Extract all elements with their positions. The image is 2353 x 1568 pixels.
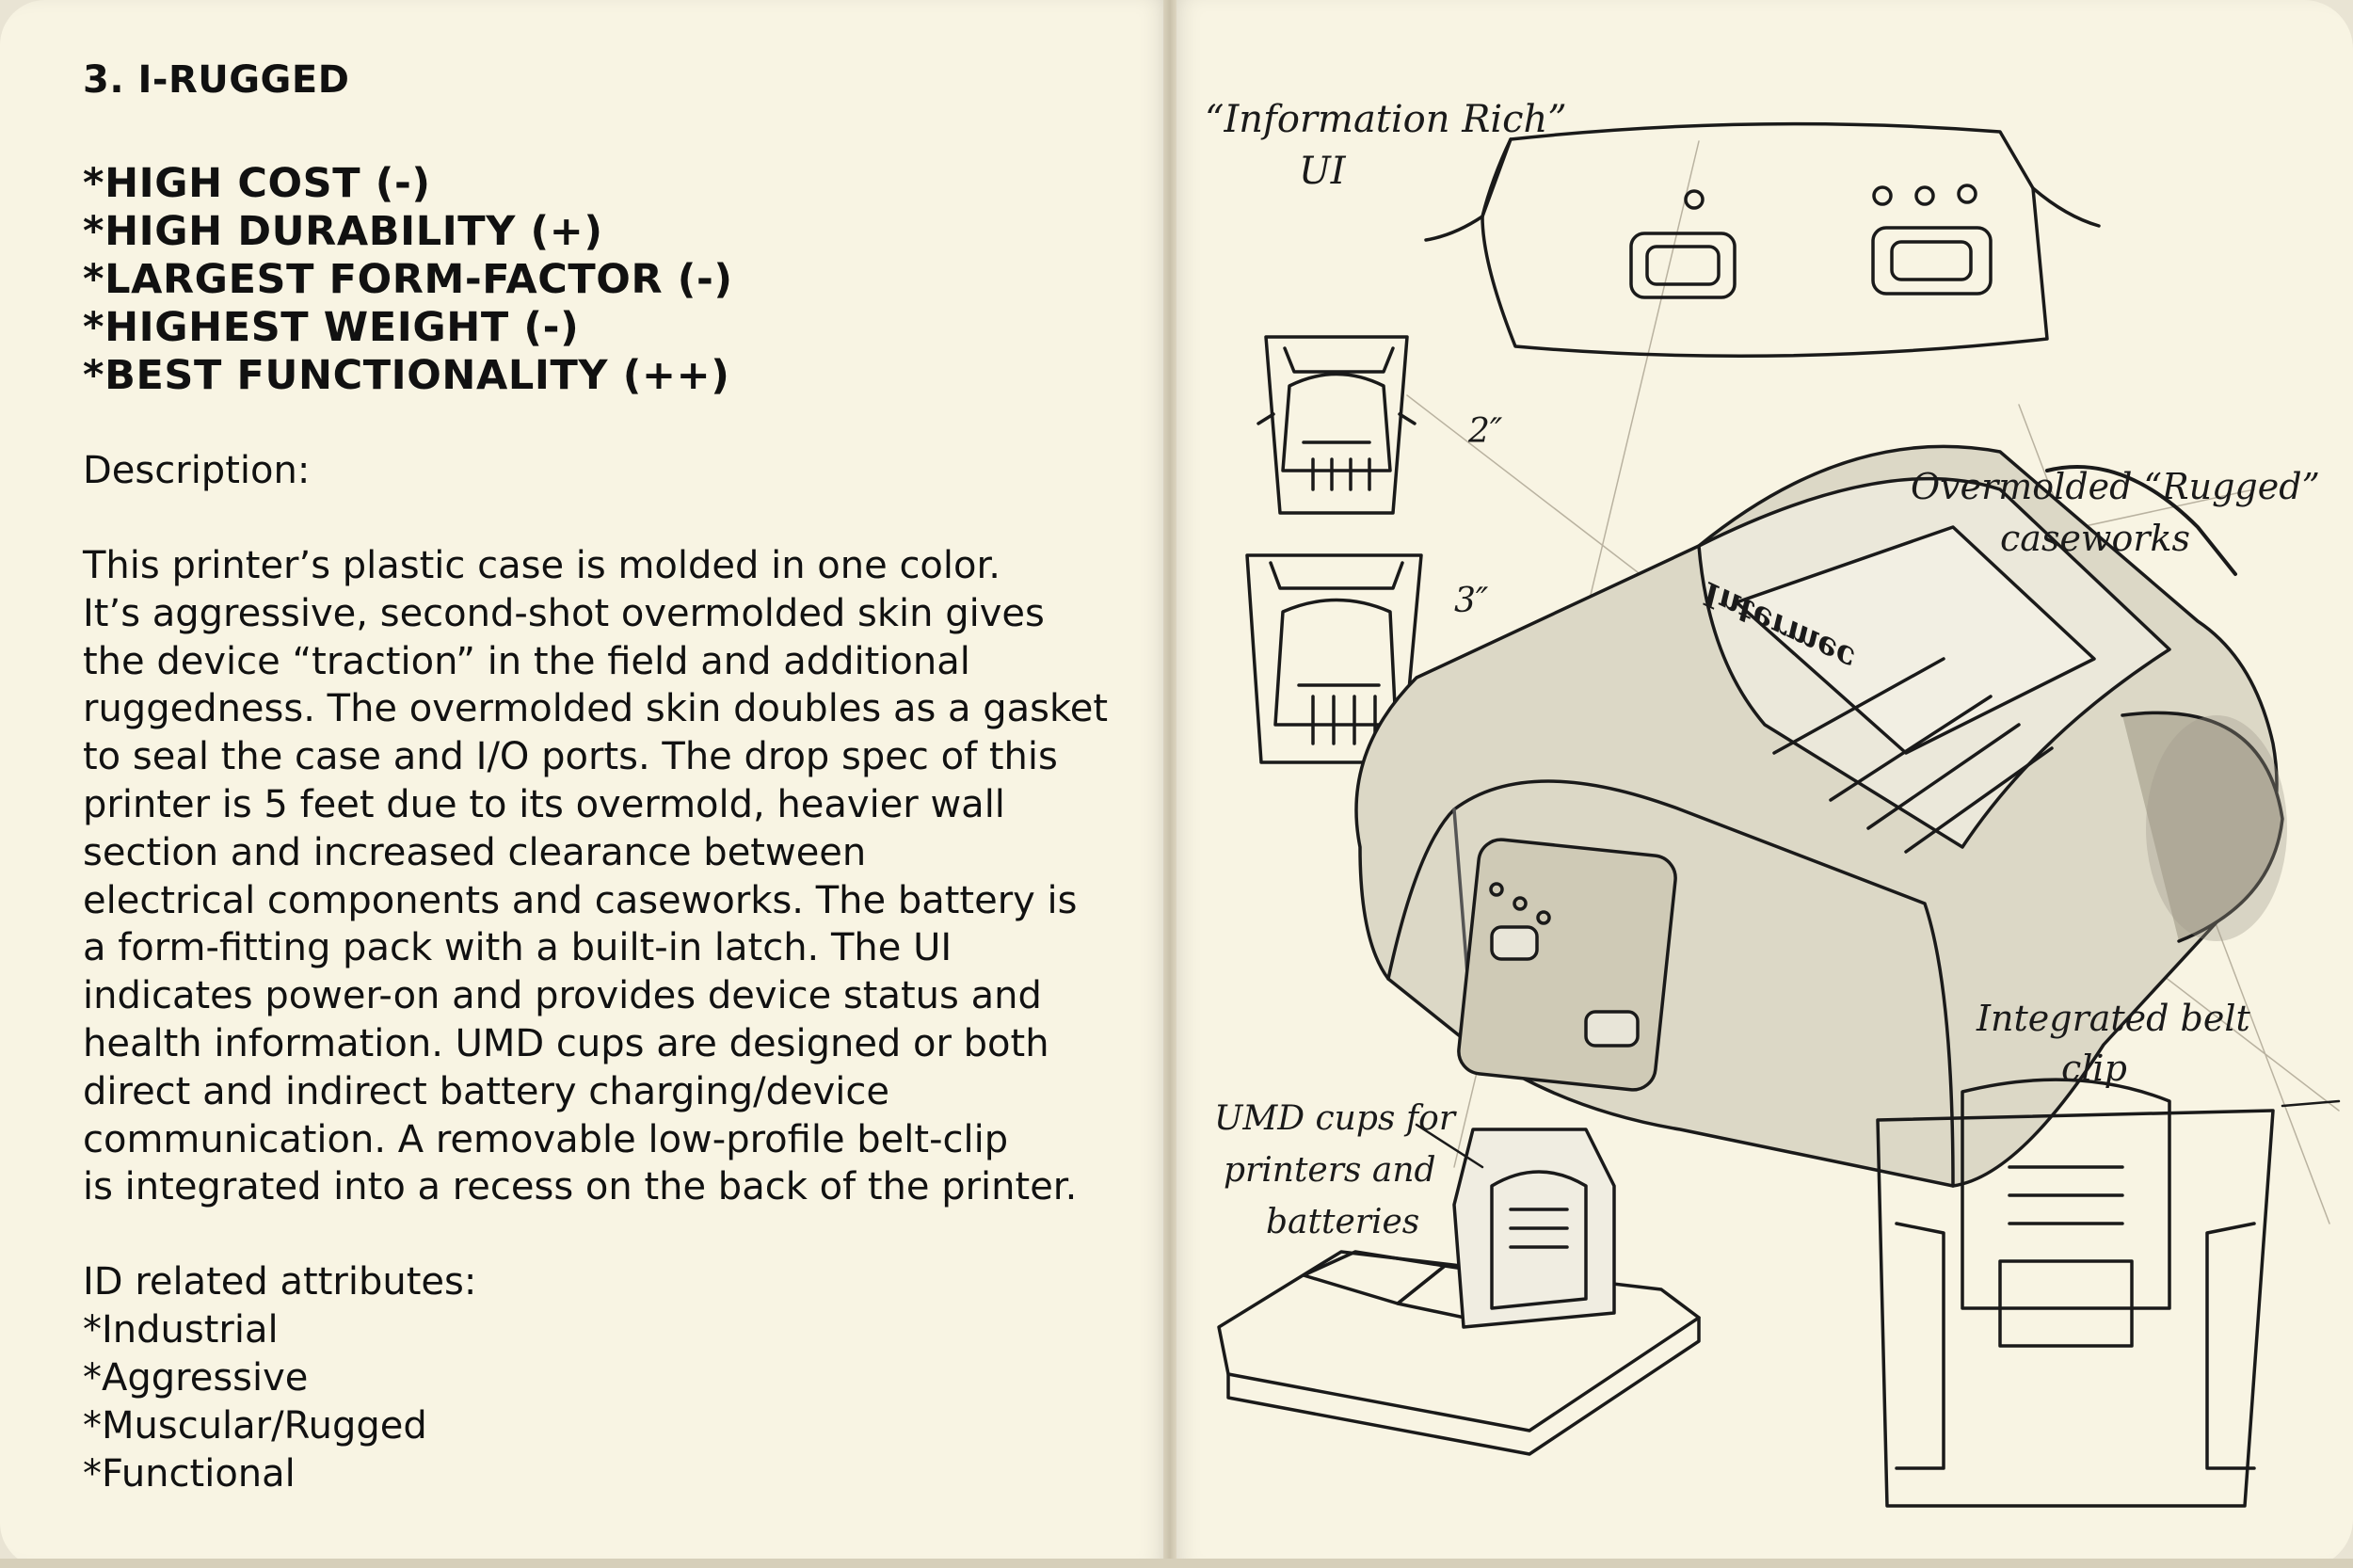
id-attribute-item: *Muscular/Rugged [83, 1403, 427, 1448]
annotation-ui-line1: “Information Rich” [1205, 98, 1567, 141]
ui-panel-sketch [1426, 124, 2099, 357]
description-line: to seal the case and I/O ports. The drop spec of this [83, 735, 1058, 779]
annotation-overmold-line1: Overmolded “Rugged” [1911, 466, 2320, 507]
description-line: ruggedness. The overmolded skin doubles as a gasket [83, 687, 1109, 731]
device-brand-label: Intermec [1696, 574, 1862, 678]
book-gutter [1163, 0, 1176, 1568]
description-line: This printer’s plastic case is molded in one color. [83, 544, 1000, 587]
description-line: communication. A removable low-profile belt-clip [83, 1117, 1009, 1161]
annotation-umd-line1: UMD cups for [1214, 1099, 1456, 1138]
end-view-2in-sketch [1258, 337, 1415, 513]
attribute-item: *BEST FUNCTIONALITY (++) [83, 352, 730, 399]
description-line: printer is 5 feet due to its overmold, heavier wall [83, 782, 1005, 826]
description-line: is integrated into a recess on the back of the printer. [83, 1165, 1078, 1209]
description-label: Description: [83, 449, 311, 492]
id-attribute-item: *Functional [83, 1451, 296, 1496]
annotation-dim-3: 3″ [1454, 582, 1489, 620]
page-heading: 3. I-RUGGED [83, 58, 350, 102]
attribute-item: *HIGH DURABILITY (+) [83, 208, 603, 255]
annotation-belt-line1: Integrated belt [1977, 998, 2250, 1039]
attribute-item: *HIGHEST WEIGHT (-) [83, 304, 580, 351]
attribute-item: *LARGEST FORM-FACTOR (-) [83, 256, 733, 303]
annotation-belt-line2: clip [2061, 1048, 2127, 1089]
description-line: a form-fitting pack with a built-in latch. The UI [83, 926, 952, 970]
id-attribute-item: *Industrial [83, 1308, 279, 1352]
description-line: health information. UMD cups are designed or both [83, 1021, 1049, 1065]
description-line: It’s aggressive, second-shot overmolded skin gives [83, 591, 1045, 635]
id-attributes-label: ID related attributes: [83, 1260, 477, 1304]
text-block [83, 58, 1165, 1497]
description-line: indicates power-on and provides device status and [83, 974, 1042, 1018]
id-attribute-list [83, 1306, 1165, 1497]
annotation-ui-line2: UI [1299, 150, 1346, 193]
right-page [1172, 0, 2353, 1568]
attribute-item: *HIGH COST (-) [83, 160, 431, 207]
attribute-list [83, 160, 1165, 400]
description-paragraph [83, 542, 1165, 1211]
annotation-umd-line2: printers and [1224, 1151, 1436, 1190]
id-attribute-item: *Aggressive [83, 1355, 309, 1400]
sketch-canvas [1172, 0, 2353, 1568]
description-line: section and increased clearance between [83, 830, 867, 874]
left-page [0, 0, 1170, 1568]
description-line: electrical components and caseworks. The battery is [83, 878, 1078, 922]
annotation-umd-line3: batteries [1266, 1203, 1420, 1241]
annotation-dim-2: 2″ [1468, 412, 1503, 451]
annotation-overmold-line2: caseworks [2000, 518, 2191, 559]
description-line: direct and indirect battery charging/device [83, 1069, 889, 1113]
page-bottom-edge [0, 1559, 2353, 1568]
description-line: the device “traction” in the field and additional [83, 639, 970, 683]
